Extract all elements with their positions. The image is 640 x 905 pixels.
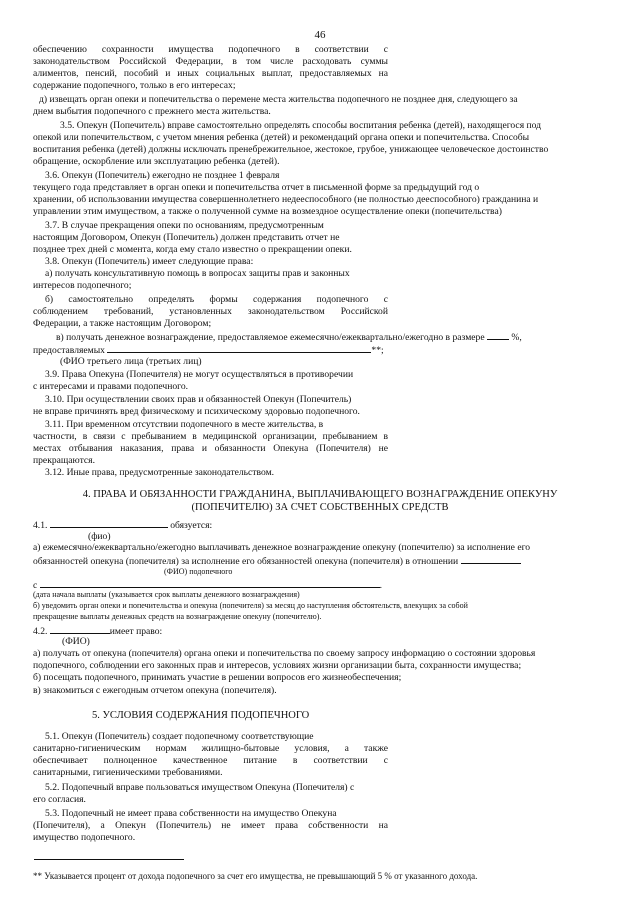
text-line: подопечного, соблюдении его законных прав и интересов, условиях жизни организации быта, сохранности имущества;: [33, 660, 522, 671]
text-line: санитарными, гигиеническими требованиями.: [33, 767, 223, 778]
text-line: воспитания ребенка (детей) должны исключать пренебрежительное, жестокое, грубое, унижающее человеческое достоинство: [33, 144, 549, 155]
text-line: 3.11. При временном отсутствии подопечного в месте жительства, в: [45, 419, 324, 430]
blank-field[interactable]: [50, 518, 168, 528]
blank-field[interactable]: [107, 343, 371, 353]
text-line: управлении этим имуществом, а также о полученной сумме на возмездное осуществление опеки (попечительства): [33, 206, 502, 217]
text-fragment: .: [379, 580, 383, 591]
text-line: не вправе причинять вред физическому и психическому здоровью подопечного.: [33, 406, 360, 417]
text-line: содержание подопечного, только в его интересах;: [33, 80, 236, 91]
text-fragment: в) получать денежное вознаграждение, предоставляемое ежемесячно/ежеквартально/ежегодно в размере: [56, 332, 485, 343]
caption-line: (ФИО) подопечного: [164, 567, 233, 576]
text-line: [33, 624, 162, 638]
text-line: 3.12. Иные права, предусмотренные законодательством.: [45, 467, 275, 478]
text-line: 5.1. Опекун (Попечитель) создает подопечному соответствующие: [45, 731, 314, 742]
text-fragment: **;: [371, 345, 384, 356]
caption-line: (ФИО): [62, 636, 90, 647]
text-line: опекой или попечительством, с учетом мнения ребенка (детей) и рекомендаций органа опеки и попечительства. Способы: [33, 132, 530, 143]
text-line: текущего года представляет в орган опеки и попечительства отчет в письменной форме за предыдущий год о: [33, 182, 480, 193]
text-line: б) посещать подопечного, принимать участие в решении вопросов его жизнеобеспечения;: [33, 672, 402, 683]
text-line: обеспечению сохранности имущества подопечного в соответствии с: [33, 44, 388, 55]
text-line: Федерации, а также настоящим Договором;: [33, 318, 212, 329]
text-fragment: предоставляемых: [33, 345, 105, 356]
text-line: частности, в связи с пребыванием в медицинской организации, пребыванием в: [33, 431, 388, 442]
section-5-heading: 5. УСЛОВИЯ СОДЕРЖАНИЯ ПОДОПЕЧНОГО: [92, 710, 310, 721]
blank-field[interactable]: [40, 578, 380, 588]
footnote: ** Указывается процент от дохода подопечного за счет его имущества, не превышающий 5 % от указанного дохода.: [33, 871, 478, 881]
text-line: 3.6. Опекун (Попечитель) ежегодно не позднее 1 февраля: [45, 170, 280, 181]
section-4-heading-cont: (ПОПЕЧИТЕЛЮ) ЗА СЧЕТ СОБСТВЕННЫХ СРЕДСТВ: [191, 502, 449, 513]
page-number: 46: [314, 29, 326, 41]
text-fragment: имеет право:: [109, 626, 163, 637]
text-line: санитарно-гигиеническим нормам жилищно-бытовые условия, а также: [33, 743, 388, 754]
text-line: 3.9. Права Опекуна (Попечителя) не могут осуществляться в противоречии: [45, 369, 354, 380]
text-line: 3.10. При осуществлении своих прав и обязанностей Опекун (Попечитель): [45, 394, 352, 405]
text-line: а) ежемесячно/ежеквартально/ежегодно выплачивать денежное вознаграждение опекуну (попечителю) за исполнение его: [33, 542, 531, 553]
text-line: соблюдением требований, установленных законодательством Российской: [33, 306, 388, 317]
text-fragment: обязуется:: [170, 520, 213, 531]
section-4-heading: 4. ПРАВА И ОБЯЗАННОСТИ ГРАЖДАНИНА, ВЫПЛАЧИВАЮЩЕГО ВОЗНАГРАЖДЕНИЕ ОПЕКУНУ: [82, 489, 558, 500]
text-line: днем выбытия подопечного с прежнего места жительства.: [33, 106, 271, 117]
text-line: 5.3. Подопечный не имеет права собственности на имущество Опекуна: [45, 808, 337, 819]
text-line: [56, 330, 522, 344]
text-line: с интересами и правами подопечного.: [33, 381, 189, 392]
text-line: д) извещать орган опеки и попечительства о перемене места жительства подопечного не позднее дня, следующего за: [39, 94, 518, 105]
text-line: 5.2. Подопечный вправе пользоваться имуществом Опекуна (Попечителя) с: [45, 782, 355, 793]
text-line: алиментов, пенсий, пособий и иных социальных выплат, предоставляемых на: [33, 68, 388, 79]
text-line: позднее трех дней с момента, когда ему стало известно о прекращении опеки.: [33, 244, 352, 255]
blank-field[interactable]: [50, 624, 110, 634]
text-line: [33, 343, 384, 357]
text-line: обращение, оскорбление или эксплуатацию ребенка (детей).: [33, 156, 280, 167]
text-line: прекращаются.: [33, 455, 95, 466]
text-fragment: обязанностей опекуна (попечителя) за исполнение его обязанностей опекуна (попечителя) в отношении: [33, 556, 459, 567]
text-line: б) самостоятельно определять формы содержания подопечного с: [45, 294, 388, 305]
caption-line: (дата начала выплаты (указывается срок выплаты денежного вознаграждения): [33, 590, 300, 599]
caption-line: (фио): [88, 531, 111, 542]
text-fragment: 4.2.: [33, 626, 48, 637]
text-line: а) получать консультативную помощь в вопросах защиты прав и законных: [45, 268, 350, 279]
text-line: [33, 518, 212, 532]
text-fragment: 4.1.: [33, 520, 48, 531]
text-line: 3.7. В случае прекращения опеки по основаниям, предусмотренным: [45, 220, 324, 231]
footnote-divider: [34, 859, 184, 860]
text-line: (Попечителя), а Опекун (Попечитель) не имеет права собственности на: [33, 820, 388, 831]
text-line: прекращение выплаты денежных средств на вознаграждение опекуну (попечителю).: [33, 612, 322, 621]
text-line: хранении, об использовании имущества совершеннолетнего недееспособного (не полностью дееспособного) гражданина и: [33, 194, 539, 205]
blank-field[interactable]: [461, 554, 521, 564]
text-line: настоящим Договором, Опекун (Попечитель) должен представить отчет не: [33, 232, 340, 243]
text-line: в) знакомиться с ежегодным отчетом опекуна (попечителя).: [33, 685, 277, 696]
text-line: а) получать от опекуна (попечителя) органа опеки и попечительства по своему запросу информацию о состоянии здоровья: [33, 648, 536, 659]
text-line: обеспечивает полноценное качественное питание в соответствии с: [33, 755, 388, 766]
text-line: б) уведомить орган опеки и попечительства и опекуна (попечителя) за месяц до наступления обстоятельств, влекущих за собой: [33, 601, 468, 610]
text-line: местах отбывания наказания, права и обязанности Опекуна (Попечителя) не: [33, 443, 388, 454]
caption-line: (ФИО третьего лица (третьих лиц): [60, 356, 202, 367]
text-line: интересов подопечного;: [33, 280, 132, 291]
text-line: 3.5. Опекун (Попечитель) вправе самостоятельно определять способы воспитания ребенка (детей), находящегося под: [60, 120, 542, 131]
text-line: 3.8. Опекун (Попечитель) имеет следующие права:: [45, 256, 254, 267]
text-line: законодательством Российской Федерации, в том числе расходовать суммы: [33, 56, 388, 67]
blank-field[interactable]: [487, 330, 509, 340]
text-fragment: с: [33, 580, 38, 591]
text-fragment: %,: [511, 332, 522, 343]
text-line: имущество подопечного.: [33, 832, 136, 843]
text-line: [33, 554, 521, 568]
text-line: его согласия.: [33, 794, 86, 805]
